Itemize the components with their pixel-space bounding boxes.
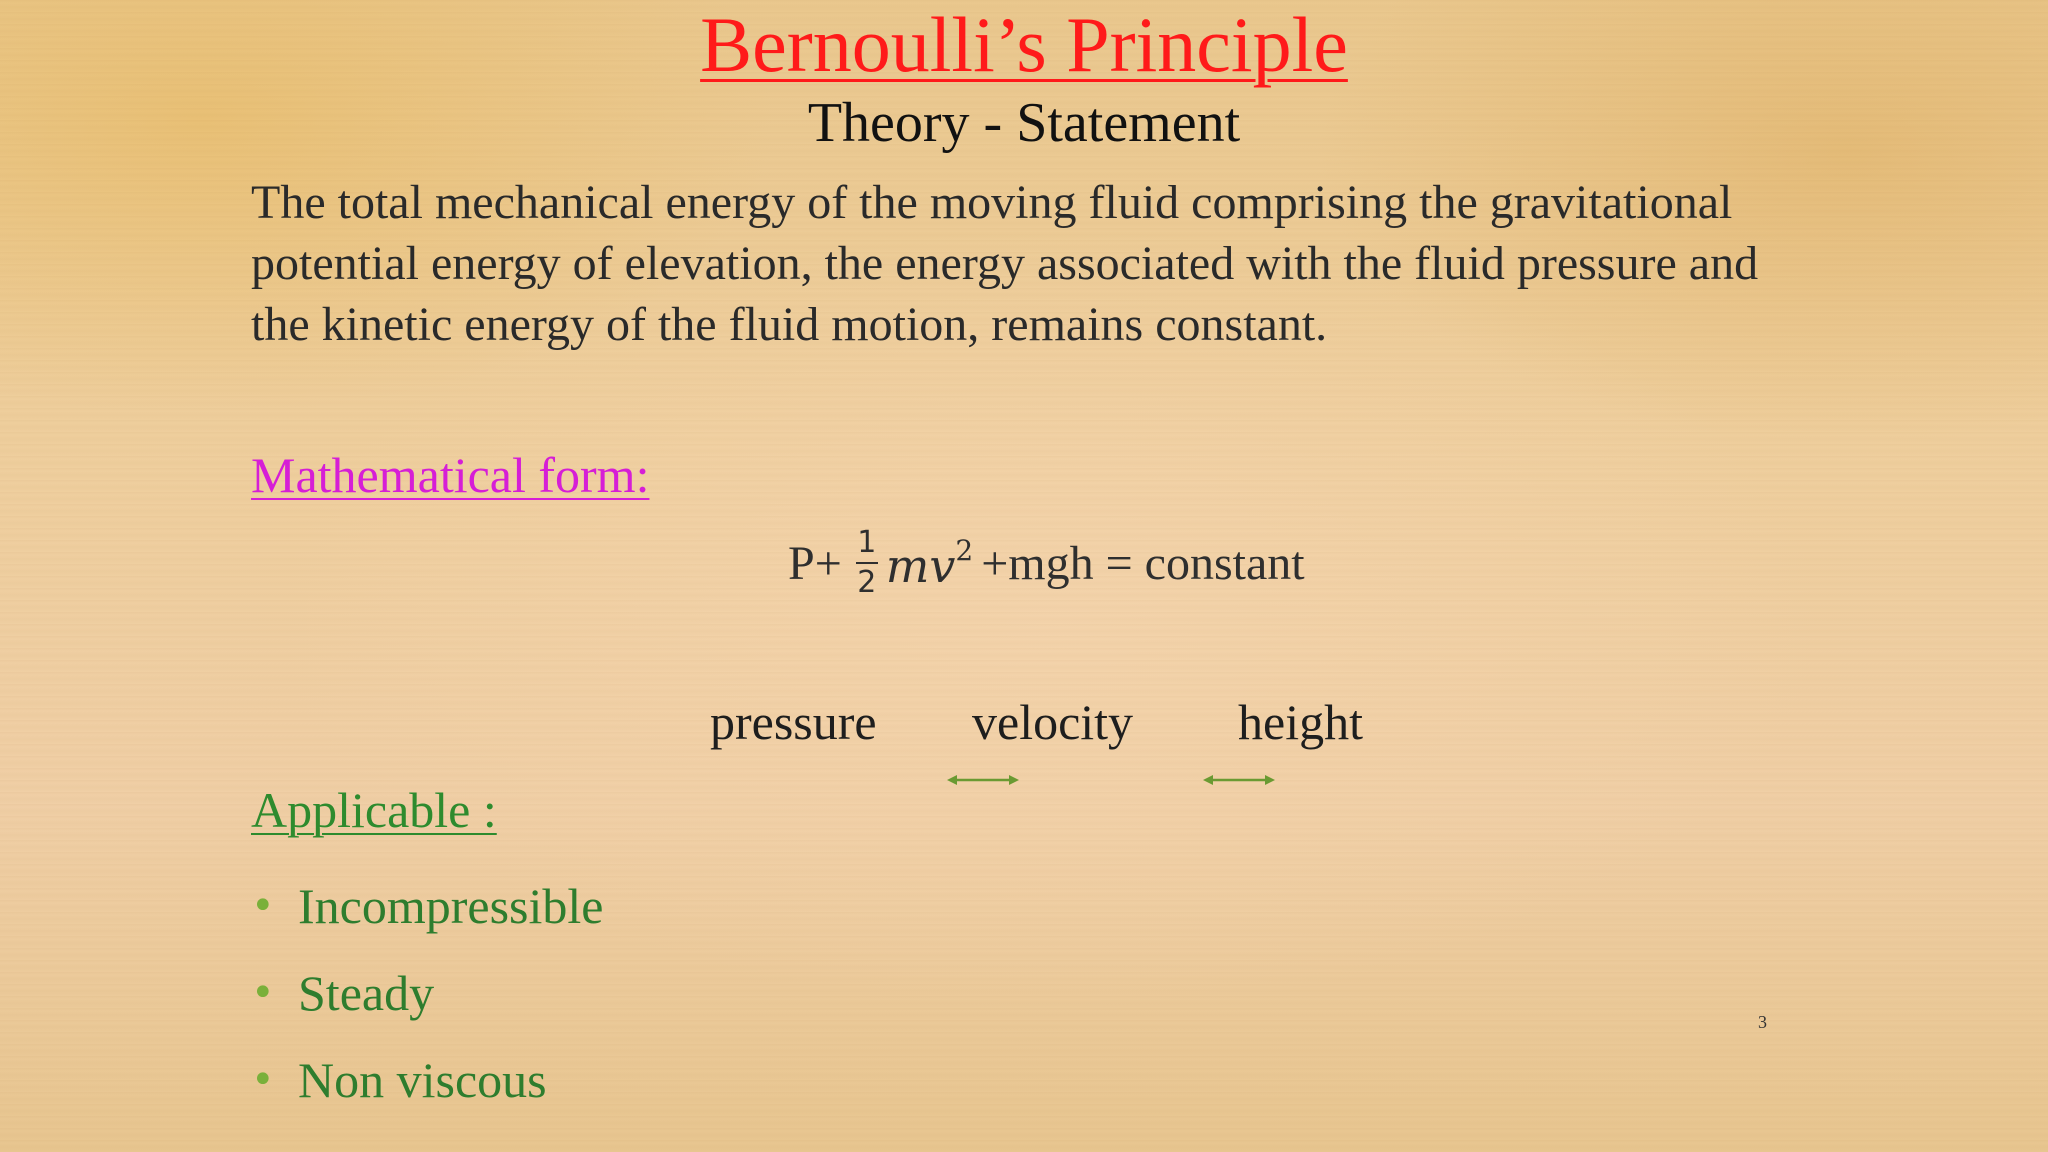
- bullet-dot-icon: •: [251, 969, 275, 1016]
- kinetic-base: mv: [885, 538, 956, 593]
- slide-title: Bernoulli’s Principle: [700, 1, 1348, 88]
- principle-statement: The total mechanical energy of the moving fluid comprising the gravitational potential energy of elevation, the energy associated with the fluid pressure and the kinetic energy of the fluid motion, remains constant.: [251, 176, 1759, 351]
- bullet-dot-icon: •: [251, 1056, 275, 1103]
- kinetic-exponent: 2: [955, 533, 974, 567]
- mathematical-form-heading: Mathematical form:: [251, 447, 650, 503]
- slide-subtitle: Theory - Statement: [807, 92, 1241, 154]
- list-item: [251, 862, 603, 949]
- equation-fraction: [856, 526, 878, 600]
- fraction-numerator: 1: [857, 525, 877, 560]
- fraction-denominator: 2: [857, 565, 877, 600]
- equation-remainder: +mgh = constant: [981, 536, 1305, 590]
- applicable-heading: Applicable :: [251, 782, 497, 838]
- equation-kinetic-term: [886, 534, 973, 593]
- bernoulli-equation: [788, 518, 1305, 608]
- list-item: [251, 949, 603, 1036]
- conditions-list: [251, 862, 603, 1123]
- term-height-label: height: [1238, 694, 1363, 750]
- condition-label: Steady: [298, 964, 435, 1021]
- fraction-bar: [856, 562, 878, 564]
- double-headed-arrow-icon: [1203, 772, 1275, 788]
- bullet-dot-icon: •: [251, 882, 275, 929]
- equation-pressure-term: P+: [788, 536, 842, 590]
- term-velocity-label: velocity: [972, 694, 1134, 750]
- double-headed-arrow-icon: [947, 772, 1019, 788]
- page-number: 3: [1758, 1012, 1767, 1032]
- condition-label: Incompressible: [298, 877, 604, 934]
- condition-label: Non viscous: [298, 1051, 547, 1108]
- term-pressure-label: pressure: [710, 694, 877, 750]
- list-item: [251, 1036, 603, 1123]
